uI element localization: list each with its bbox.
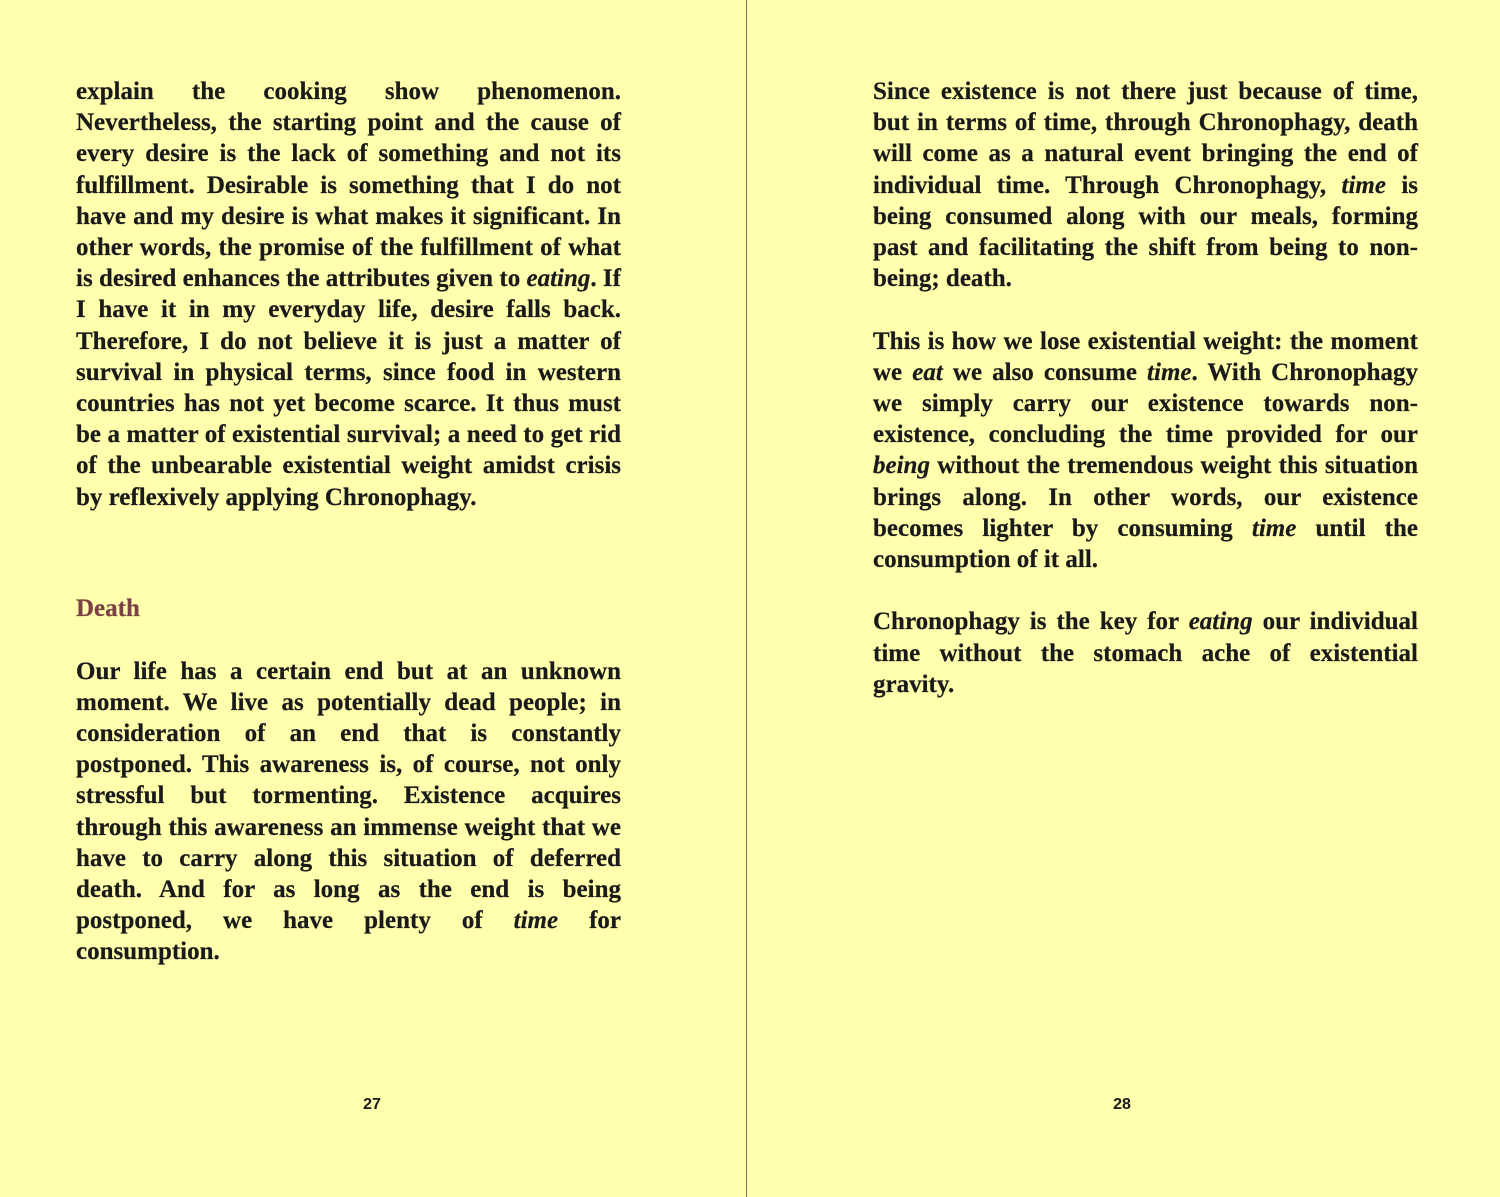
text-run: until the consumption of it all. bbox=[873, 514, 1418, 574]
text-run: Since existence is not there just because of time, but in terms of time, through Chronophagy, death will come as a natural event bringing the end of individual time. Through Chronophagy, bbox=[873, 78, 1418, 199]
left-paragraph-1 bbox=[76, 76, 621, 513]
italic-word: time bbox=[513, 907, 559, 935]
left-paragraph-2 bbox=[76, 656, 621, 968]
page-number-right: 28 bbox=[1113, 1096, 1131, 1113]
right-page bbox=[747, 0, 1500, 1197]
text-run: This is how we lose existential weight: the moment we bbox=[873, 327, 1418, 386]
italic-word: time bbox=[1341, 171, 1386, 199]
page-number-left: 27 bbox=[363, 1096, 381, 1113]
right-paragraph-3 bbox=[873, 606, 1418, 700]
italic-word: time bbox=[1251, 514, 1297, 542]
left-text-block bbox=[76, 76, 621, 968]
text-run: our individual time without the stomach ache of existential gravity. bbox=[873, 608, 1418, 698]
right-text-block bbox=[873, 76, 1418, 700]
italic-word: time bbox=[1147, 358, 1192, 386]
text-run: we also consume bbox=[942, 358, 1148, 386]
text-run: Chronophagy is the key for bbox=[873, 608, 1189, 636]
right-paragraph-1 bbox=[873, 76, 1418, 294]
italic-word: being bbox=[873, 452, 930, 480]
text-run: without the tremendous weight this situation brings along. In other words, our existence becomes lighter by consuming bbox=[873, 452, 1418, 542]
italic-word: eating bbox=[1188, 608, 1253, 636]
italic-word: eating bbox=[526, 265, 591, 293]
section-heading-death: Death bbox=[76, 595, 140, 623]
text-run: Our life has a certain end but at an unknown moment. We live as potentially dead people; in consideration of an end that is constantly postponed. This awareness is, of course, not only stressful but tormenting. Existence acquires through this awareness an immense weight that we have to carry along this situation of deferred death. And for as long as the end is being postponed, we have plenty of bbox=[76, 657, 621, 935]
text-run: . With Chronophagy we simply carry our existence towards non-existence, concluding the time provided for our bbox=[873, 358, 1418, 449]
text-run: . If I have it in my everyday life, desire falls back. Therefore, I do not believe it is just a matter of survival in physical terms, since food in western countries has not yet become scarce. It thus must be a matter of existential survival; a need to get rid of the unbearable existential weight amidst crisis by reflexively applying Chronophagy. bbox=[76, 265, 621, 511]
text-run: is being consumed along with our meals, forming past and facilitating the shift from being to non-being; death. bbox=[873, 171, 1418, 293]
left-page bbox=[0, 0, 746, 1197]
right-paragraph-2 bbox=[873, 326, 1418, 576]
text-run: explain the cooking show phenomenon. Nevertheless, the starting point and the cause of every desire is the lack of something and not its fulfillment. Desirable is something that I do not have and my desire is what makes it significant. In other words, the promise of the fulfillment of what is desired enhances the attributes given to bbox=[76, 78, 621, 293]
italic-word: eat bbox=[912, 358, 943, 386]
text-run: for consumption. bbox=[76, 907, 621, 966]
